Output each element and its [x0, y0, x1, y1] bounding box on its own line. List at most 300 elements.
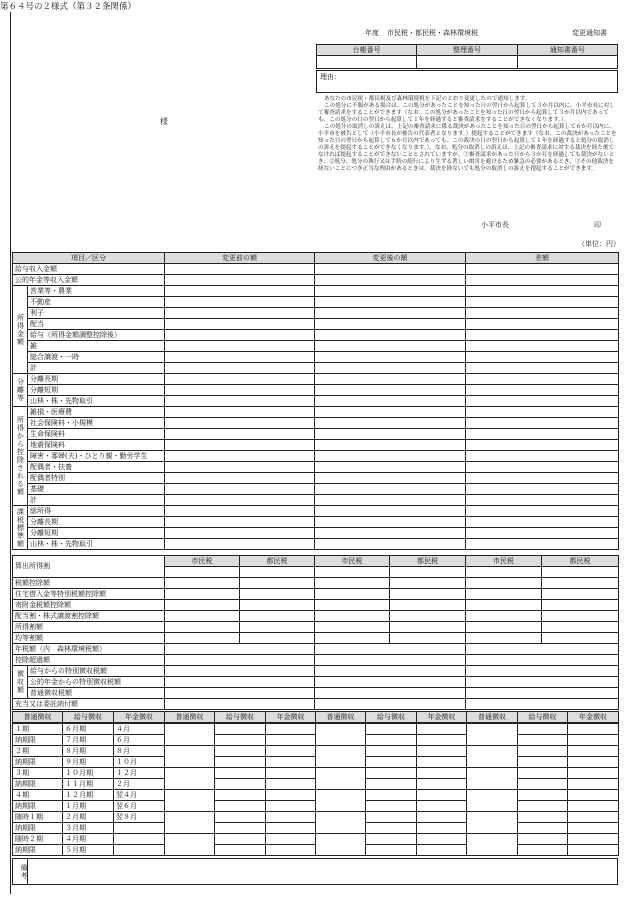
- schedule-cell-pension[interactable]: [568, 735, 619, 746]
- schedule-label: １２月: [114, 768, 165, 779]
- schedule-label: １期: [13, 724, 63, 735]
- cell[interactable]: [240, 567, 315, 578]
- cell[interactable]: [315, 699, 466, 710]
- cell[interactable]: [165, 385, 315, 396]
- schedule-cell-salary[interactable]: [215, 779, 266, 790]
- reason-label: 理由：: [320, 73, 341, 81]
- cell[interactable]: [165, 622, 240, 633]
- row-label: 税額控除額: [13, 578, 165, 589]
- cell[interactable]: [466, 407, 619, 418]
- cell[interactable]: [165, 495, 315, 506]
- row-label: 利子: [28, 308, 165, 319]
- cell[interactable]: [315, 385, 466, 396]
- cell[interactable]: [165, 363, 315, 374]
- row-label: 普通徴収税額: [28, 688, 165, 699]
- tax-title: 市民税・都民税・森林環境税: [387, 29, 478, 37]
- cell[interactable]: [466, 385, 619, 396]
- cell[interactable]: [466, 319, 619, 330]
- cell[interactable]: [466, 484, 619, 495]
- row-label: 配偶者・扶養: [28, 462, 165, 473]
- cell[interactable]: [165, 374, 315, 385]
- schedule-cell-salary[interactable]: [366, 724, 417, 735]
- row-label: 配偶者特別: [28, 473, 165, 484]
- schedule-cell-normal[interactable]: [165, 812, 215, 834]
- schedule-body: [12, 723, 619, 856]
- schedule-cell-pension[interactable]: [417, 779, 467, 790]
- cell[interactable]: [165, 264, 315, 275]
- cell[interactable]: [466, 363, 619, 374]
- cell[interactable]: [466, 374, 619, 385]
- cell[interactable]: [315, 528, 466, 539]
- cell[interactable]: [466, 528, 619, 539]
- schedule-cell-salary[interactable]: [215, 812, 266, 823]
- cell[interactable]: [315, 297, 466, 308]
- sub-header-metro: 都民税: [390, 556, 466, 567]
- cell[interactable]: [466, 495, 619, 506]
- cell[interactable]: [315, 330, 466, 341]
- cell[interactable]: [165, 275, 315, 286]
- cell[interactable]: [466, 275, 619, 286]
- schedule-header: 年金徴収: [568, 712, 619, 723]
- cell[interactable]: [165, 528, 315, 539]
- cell[interactable]: [466, 308, 619, 319]
- cell[interactable]: [165, 699, 315, 710]
- cell[interactable]: [165, 429, 315, 440]
- schedule-cell-salary[interactable]: [366, 746, 417, 757]
- schedule-cell-normal[interactable]: [165, 768, 215, 790]
- cell[interactable]: [315, 363, 466, 374]
- cell[interactable]: [466, 589, 542, 600]
- cell[interactable]: [315, 418, 466, 429]
- cell[interactable]: [466, 677, 619, 688]
- schedule-cell-pension[interactable]: [417, 790, 467, 801]
- seal: 印: [594, 221, 601, 229]
- schedule-cell-salary[interactable]: [215, 845, 266, 856]
- cell[interactable]: [315, 407, 466, 418]
- ledger-number-value[interactable]: [317, 56, 417, 69]
- schedule-cell-pension[interactable]: [417, 801, 467, 812]
- schedule-cell-salary[interactable]: [215, 801, 266, 812]
- schedule-cell-pension[interactable]: [568, 746, 619, 757]
- cell[interactable]: [542, 589, 619, 600]
- cell[interactable]: [466, 622, 542, 633]
- schedule-cell-pension[interactable]: [417, 735, 467, 746]
- cell[interactable]: [240, 578, 315, 589]
- schedule-header: 給与徴収: [518, 712, 568, 723]
- schedule-cell-salary[interactable]: [518, 834, 568, 845]
- cell[interactable]: [466, 330, 619, 341]
- schedule-label: ６月: [114, 735, 165, 746]
- cell[interactable]: [165, 633, 240, 644]
- schedule-cell-normal[interactable]: [467, 812, 518, 834]
- table-row: [13, 396, 619, 407]
- cell[interactable]: [466, 539, 619, 550]
- cell[interactable]: [466, 418, 619, 429]
- schedule-cell-normal[interactable]: [316, 768, 366, 790]
- row-label: 計: [28, 363, 165, 374]
- schedule-row: [13, 834, 619, 845]
- cell[interactable]: [466, 633, 542, 644]
- cell[interactable]: [165, 644, 315, 655]
- remarks-label: 備考: [13, 859, 28, 884]
- cell[interactable]: [466, 396, 619, 407]
- schedule-cell-salary[interactable]: [518, 823, 568, 834]
- cell[interactable]: [466, 440, 619, 451]
- cell[interactable]: [315, 374, 466, 385]
- schedule-cell-salary[interactable]: [366, 834, 417, 845]
- cell[interactable]: [466, 666, 619, 677]
- header-diff: 差額: [466, 253, 619, 264]
- cell[interactable]: [165, 611, 240, 622]
- cell[interactable]: [165, 655, 315, 666]
- cell[interactable]: [315, 341, 466, 352]
- schedule-cell-pension[interactable]: [266, 834, 316, 845]
- cell[interactable]: [390, 611, 466, 622]
- reason-box[interactable]: [316, 70, 618, 93]
- cell[interactable]: [542, 611, 619, 622]
- cell[interactable]: [315, 688, 466, 699]
- row-label: 総合譲渡・一時: [28, 352, 165, 363]
- schedule-cell-salary[interactable]: [518, 845, 568, 856]
- form-title: 第６４号の２様式（第３２条関係）: [0, 2, 137, 12]
- schedule-cell-normal[interactable]: [165, 746, 215, 768]
- cell[interactable]: [165, 297, 315, 308]
- sub-header-metro: 都民税: [542, 556, 619, 567]
- table-row: [13, 319, 619, 330]
- schedule-label: 随時２期: [13, 834, 63, 845]
- cell[interactable]: [466, 341, 619, 352]
- cell[interactable]: [466, 655, 619, 666]
- cell[interactable]: [165, 578, 240, 589]
- schedule-cell-normal[interactable]: [316, 724, 366, 746]
- cell[interactable]: [165, 589, 240, 600]
- schedule-cell-pension[interactable]: [417, 757, 467, 768]
- table-row: [13, 517, 619, 528]
- cell[interactable]: [165, 567, 240, 578]
- row-label: 配当割・株式譲渡割控除額: [13, 611, 165, 622]
- cell[interactable]: [542, 633, 619, 644]
- cell[interactable]: [466, 264, 619, 275]
- schedule-cell-pension[interactable]: [568, 757, 619, 768]
- schedule-header: 年金徴収: [266, 712, 316, 723]
- table-row: [13, 633, 619, 644]
- schedule-cell-salary[interactable]: [215, 834, 266, 845]
- table-row: [13, 677, 619, 688]
- schedule-cell-salary[interactable]: [215, 823, 266, 834]
- cell[interactable]: [542, 622, 619, 633]
- schedule-cell-salary[interactable]: [518, 757, 568, 768]
- cell[interactable]: [315, 655, 466, 666]
- schedule-cell-salary[interactable]: [366, 790, 417, 801]
- table-row: [13, 688, 619, 699]
- cell[interactable]: [466, 451, 619, 462]
- cell[interactable]: [542, 600, 619, 611]
- cell[interactable]: [542, 567, 619, 578]
- schedule-cell-pension[interactable]: [266, 735, 316, 746]
- schedule-cell-salary[interactable]: [518, 735, 568, 746]
- cell[interactable]: [315, 589, 390, 600]
- cell[interactable]: [466, 567, 542, 578]
- cell[interactable]: [315, 473, 466, 484]
- cell[interactable]: [466, 462, 619, 473]
- schedule-cell-pension[interactable]: [417, 812, 467, 823]
- schedule-cell-pension[interactable]: [266, 845, 316, 856]
- schedule-cell-salary[interactable]: [518, 768, 568, 779]
- notice-text: [318, 96, 618, 173]
- group-label-deductions: 所得から控除される額: [13, 407, 28, 506]
- table-row: [13, 655, 619, 666]
- remarks-box[interactable]: [12, 858, 618, 885]
- schedule-label: 納期限: [13, 757, 63, 768]
- cell[interactable]: [165, 688, 315, 699]
- schedule-cell-pension[interactable]: [568, 812, 619, 823]
- cell[interactable]: [240, 589, 315, 600]
- cell[interactable]: [466, 473, 619, 484]
- cell[interactable]: [315, 352, 466, 363]
- schedule-label: ４月期: [63, 834, 114, 845]
- schedule-cell-salary[interactable]: [366, 823, 417, 834]
- table-row: [13, 539, 619, 550]
- table-row: [13, 341, 619, 352]
- schedule-cell-normal[interactable]: [165, 790, 215, 812]
- schedule-cell-pension[interactable]: [266, 801, 316, 812]
- cell[interactable]: [315, 308, 466, 319]
- cell[interactable]: [315, 484, 466, 495]
- cell[interactable]: [466, 352, 619, 363]
- schedule-cell-pension[interactable]: [568, 724, 619, 735]
- cell[interactable]: [165, 418, 315, 429]
- cell[interactable]: [390, 600, 466, 611]
- cell[interactable]: [542, 578, 619, 589]
- cell[interactable]: [390, 567, 466, 578]
- cell[interactable]: [165, 396, 315, 407]
- schedule-cell-pension[interactable]: [266, 757, 316, 768]
- cell[interactable]: [315, 319, 466, 330]
- schedule-cell-pension[interactable]: [417, 768, 467, 779]
- cell[interactable]: [315, 396, 466, 407]
- schedule-cell-salary[interactable]: [215, 724, 266, 735]
- cell[interactable]: [315, 611, 390, 622]
- ledger-number-header: 台帳番号: [317, 45, 417, 56]
- cell[interactable]: [315, 677, 466, 688]
- schedule-cell-pension[interactable]: [417, 823, 467, 834]
- cell[interactable]: [165, 407, 315, 418]
- schedule-cell-normal[interactable]: [165, 724, 215, 746]
- schedule-header: 給与徴収: [215, 712, 266, 723]
- cell[interactable]: [466, 429, 619, 440]
- cell[interactable]: [315, 517, 466, 528]
- cell[interactable]: [315, 633, 390, 644]
- schedule-label: ２月: [114, 779, 165, 790]
- schedule-cell-pension[interactable]: [266, 823, 316, 834]
- schedule-cell-pension[interactable]: [266, 812, 316, 823]
- reference-number-header: 整理番号: [417, 45, 517, 56]
- cell[interactable]: [466, 688, 619, 699]
- schedule-cell-salary[interactable]: [366, 812, 417, 823]
- schedule-row: [13, 812, 619, 823]
- cell[interactable]: [466, 297, 619, 308]
- schedule-label: 翌４月: [114, 790, 165, 801]
- schedule-cell-salary[interactable]: [518, 790, 568, 801]
- schedule-cell-normal[interactable]: [467, 834, 518, 856]
- cell[interactable]: [165, 308, 315, 319]
- schedule-label: ２期: [13, 746, 63, 757]
- cell[interactable]: [165, 286, 315, 297]
- row-label: 公的年金等収入金額: [13, 275, 165, 286]
- schedule-cell-salary[interactable]: [366, 845, 417, 856]
- schedule-header: 年金徴収: [417, 712, 467, 723]
- cell[interactable]: [466, 644, 619, 655]
- schedule-cell-salary[interactable]: [215, 757, 266, 768]
- schedule-cell-salary[interactable]: [518, 801, 568, 812]
- schedule-cell-salary[interactable]: [215, 768, 266, 779]
- schedule-cell-pension[interactable]: [417, 724, 467, 735]
- cell[interactable]: [165, 319, 315, 330]
- cell[interactable]: [240, 633, 315, 644]
- schedule-cell-salary[interactable]: [215, 735, 266, 746]
- cell[interactable]: [315, 495, 466, 506]
- schedule-cell-salary[interactable]: [518, 746, 568, 757]
- reference-number-value[interactable]: [417, 56, 517, 69]
- table-row: [13, 600, 619, 611]
- schedule-cell-pension[interactable]: [568, 779, 619, 790]
- cell[interactable]: [315, 666, 466, 677]
- schedule-cell-pension[interactable]: [417, 845, 467, 856]
- schedule-cell-pension[interactable]: [568, 834, 619, 845]
- cell[interactable]: [466, 699, 619, 710]
- cell[interactable]: [315, 286, 466, 297]
- schedule-cell-salary[interactable]: [518, 724, 568, 735]
- cell[interactable]: [165, 506, 315, 517]
- cell[interactable]: [315, 578, 390, 589]
- cell[interactable]: [390, 622, 466, 633]
- cell[interactable]: [315, 440, 466, 451]
- schedule-cell-pension[interactable]: [417, 834, 467, 845]
- cell[interactable]: [466, 578, 542, 589]
- cell[interactable]: [315, 264, 466, 275]
- schedule-cell-pension[interactable]: [266, 790, 316, 801]
- cell[interactable]: [165, 352, 315, 363]
- cell[interactable]: [165, 484, 315, 495]
- schedule-cell-pension[interactable]: [266, 768, 316, 779]
- cell[interactable]: [466, 506, 619, 517]
- schedule-cell-pension[interactable]: [568, 845, 619, 856]
- schedule-cell-pension[interactable]: [417, 746, 467, 757]
- schedule-label: ９月期: [63, 757, 114, 768]
- schedule-cell-salary[interactable]: [518, 812, 568, 823]
- cell[interactable]: [315, 275, 466, 286]
- cell[interactable]: [165, 517, 315, 528]
- cell[interactable]: [240, 600, 315, 611]
- table-row: [13, 352, 619, 363]
- schedule-cell-salary[interactable]: [366, 757, 417, 768]
- notice-number-header: 通知書番号: [517, 45, 617, 56]
- cell[interactable]: [165, 341, 315, 352]
- cell[interactable]: [240, 622, 315, 633]
- cell[interactable]: [315, 429, 466, 440]
- cell[interactable]: [240, 611, 315, 622]
- schedule-cell-normal[interactable]: [165, 834, 215, 856]
- cell[interactable]: [315, 462, 466, 473]
- cell[interactable]: [466, 600, 542, 611]
- schedule-cell-normal[interactable]: [316, 834, 366, 856]
- schedule-cell-salary[interactable]: [518, 779, 568, 790]
- cell[interactable]: [390, 578, 466, 589]
- schedule-cell-salary[interactable]: [366, 779, 417, 790]
- schedule-cell-salary[interactable]: [366, 801, 417, 812]
- schedule-label: １２月期: [63, 790, 114, 801]
- table-row: [13, 506, 619, 517]
- schedule-cell-normal[interactable]: [316, 790, 366, 812]
- row-label: 障害・寡婦(夫)・ひとり親・勤労学生: [28, 451, 165, 462]
- schedule-cell-salary[interactable]: [215, 746, 266, 757]
- cell[interactable]: [315, 622, 390, 633]
- header-after: 変更後の額: [315, 253, 466, 264]
- cell[interactable]: [165, 600, 240, 611]
- row-label: 雑損・医療費: [28, 407, 165, 418]
- cell[interactable]: [466, 286, 619, 297]
- row-label: 生命保険料: [28, 429, 165, 440]
- cell[interactable]: [165, 462, 315, 473]
- schedule-table: [12, 711, 619, 723]
- schedule-cell-normal[interactable]: [467, 790, 518, 812]
- cell[interactable]: [165, 330, 315, 341]
- cell[interactable]: [315, 567, 390, 578]
- cell[interactable]: [466, 517, 619, 528]
- cell[interactable]: [390, 633, 466, 644]
- schedule-cell-normal[interactable]: [467, 768, 518, 790]
- cell[interactable]: [315, 539, 466, 550]
- schedule-cell-pension[interactable]: [266, 746, 316, 757]
- cell[interactable]: [165, 451, 315, 462]
- schedule-cell-normal[interactable]: [316, 812, 366, 834]
- table-row: [13, 374, 619, 385]
- schedule-cell-pension[interactable]: [568, 801, 619, 812]
- cell[interactable]: [466, 611, 542, 622]
- schedule-cell-pension[interactable]: [568, 768, 619, 779]
- sub-header-city: 市民税: [315, 556, 390, 567]
- schedule-cell-pension[interactable]: [266, 779, 316, 790]
- cell[interactable]: [165, 677, 315, 688]
- schedule-cell-pension[interactable]: [568, 823, 619, 834]
- notice-number-value[interactable]: [517, 56, 617, 69]
- schedule-cell-salary[interactable]: [366, 768, 417, 779]
- table-row: [13, 363, 619, 374]
- table-row: [13, 495, 619, 506]
- schedule-cell-salary[interactable]: [215, 790, 266, 801]
- schedule-cell-normal[interactable]: [467, 724, 518, 746]
- cell[interactable]: [165, 539, 315, 550]
- cell[interactable]: [315, 506, 466, 517]
- schedule-cell-normal[interactable]: [467, 746, 518, 768]
- schedule-label: １１月期: [63, 779, 114, 790]
- cell[interactable]: [315, 451, 466, 462]
- cell[interactable]: [315, 644, 466, 655]
- schedule-label: ３期: [13, 768, 63, 779]
- table-row: [13, 264, 619, 275]
- cell[interactable]: [165, 666, 315, 677]
- schedule-cell-pension[interactable]: [568, 790, 619, 801]
- table-row: [13, 473, 619, 484]
- schedule-cell-salary[interactable]: [366, 735, 417, 746]
- table-row: [13, 622, 619, 633]
- cell[interactable]: [165, 473, 315, 484]
- schedule-cell-normal[interactable]: [316, 746, 366, 768]
- cell[interactable]: [390, 589, 466, 600]
- cell[interactable]: [165, 440, 315, 451]
- cell[interactable]: [315, 600, 390, 611]
- schedule-cell-pension[interactable]: [266, 724, 316, 735]
